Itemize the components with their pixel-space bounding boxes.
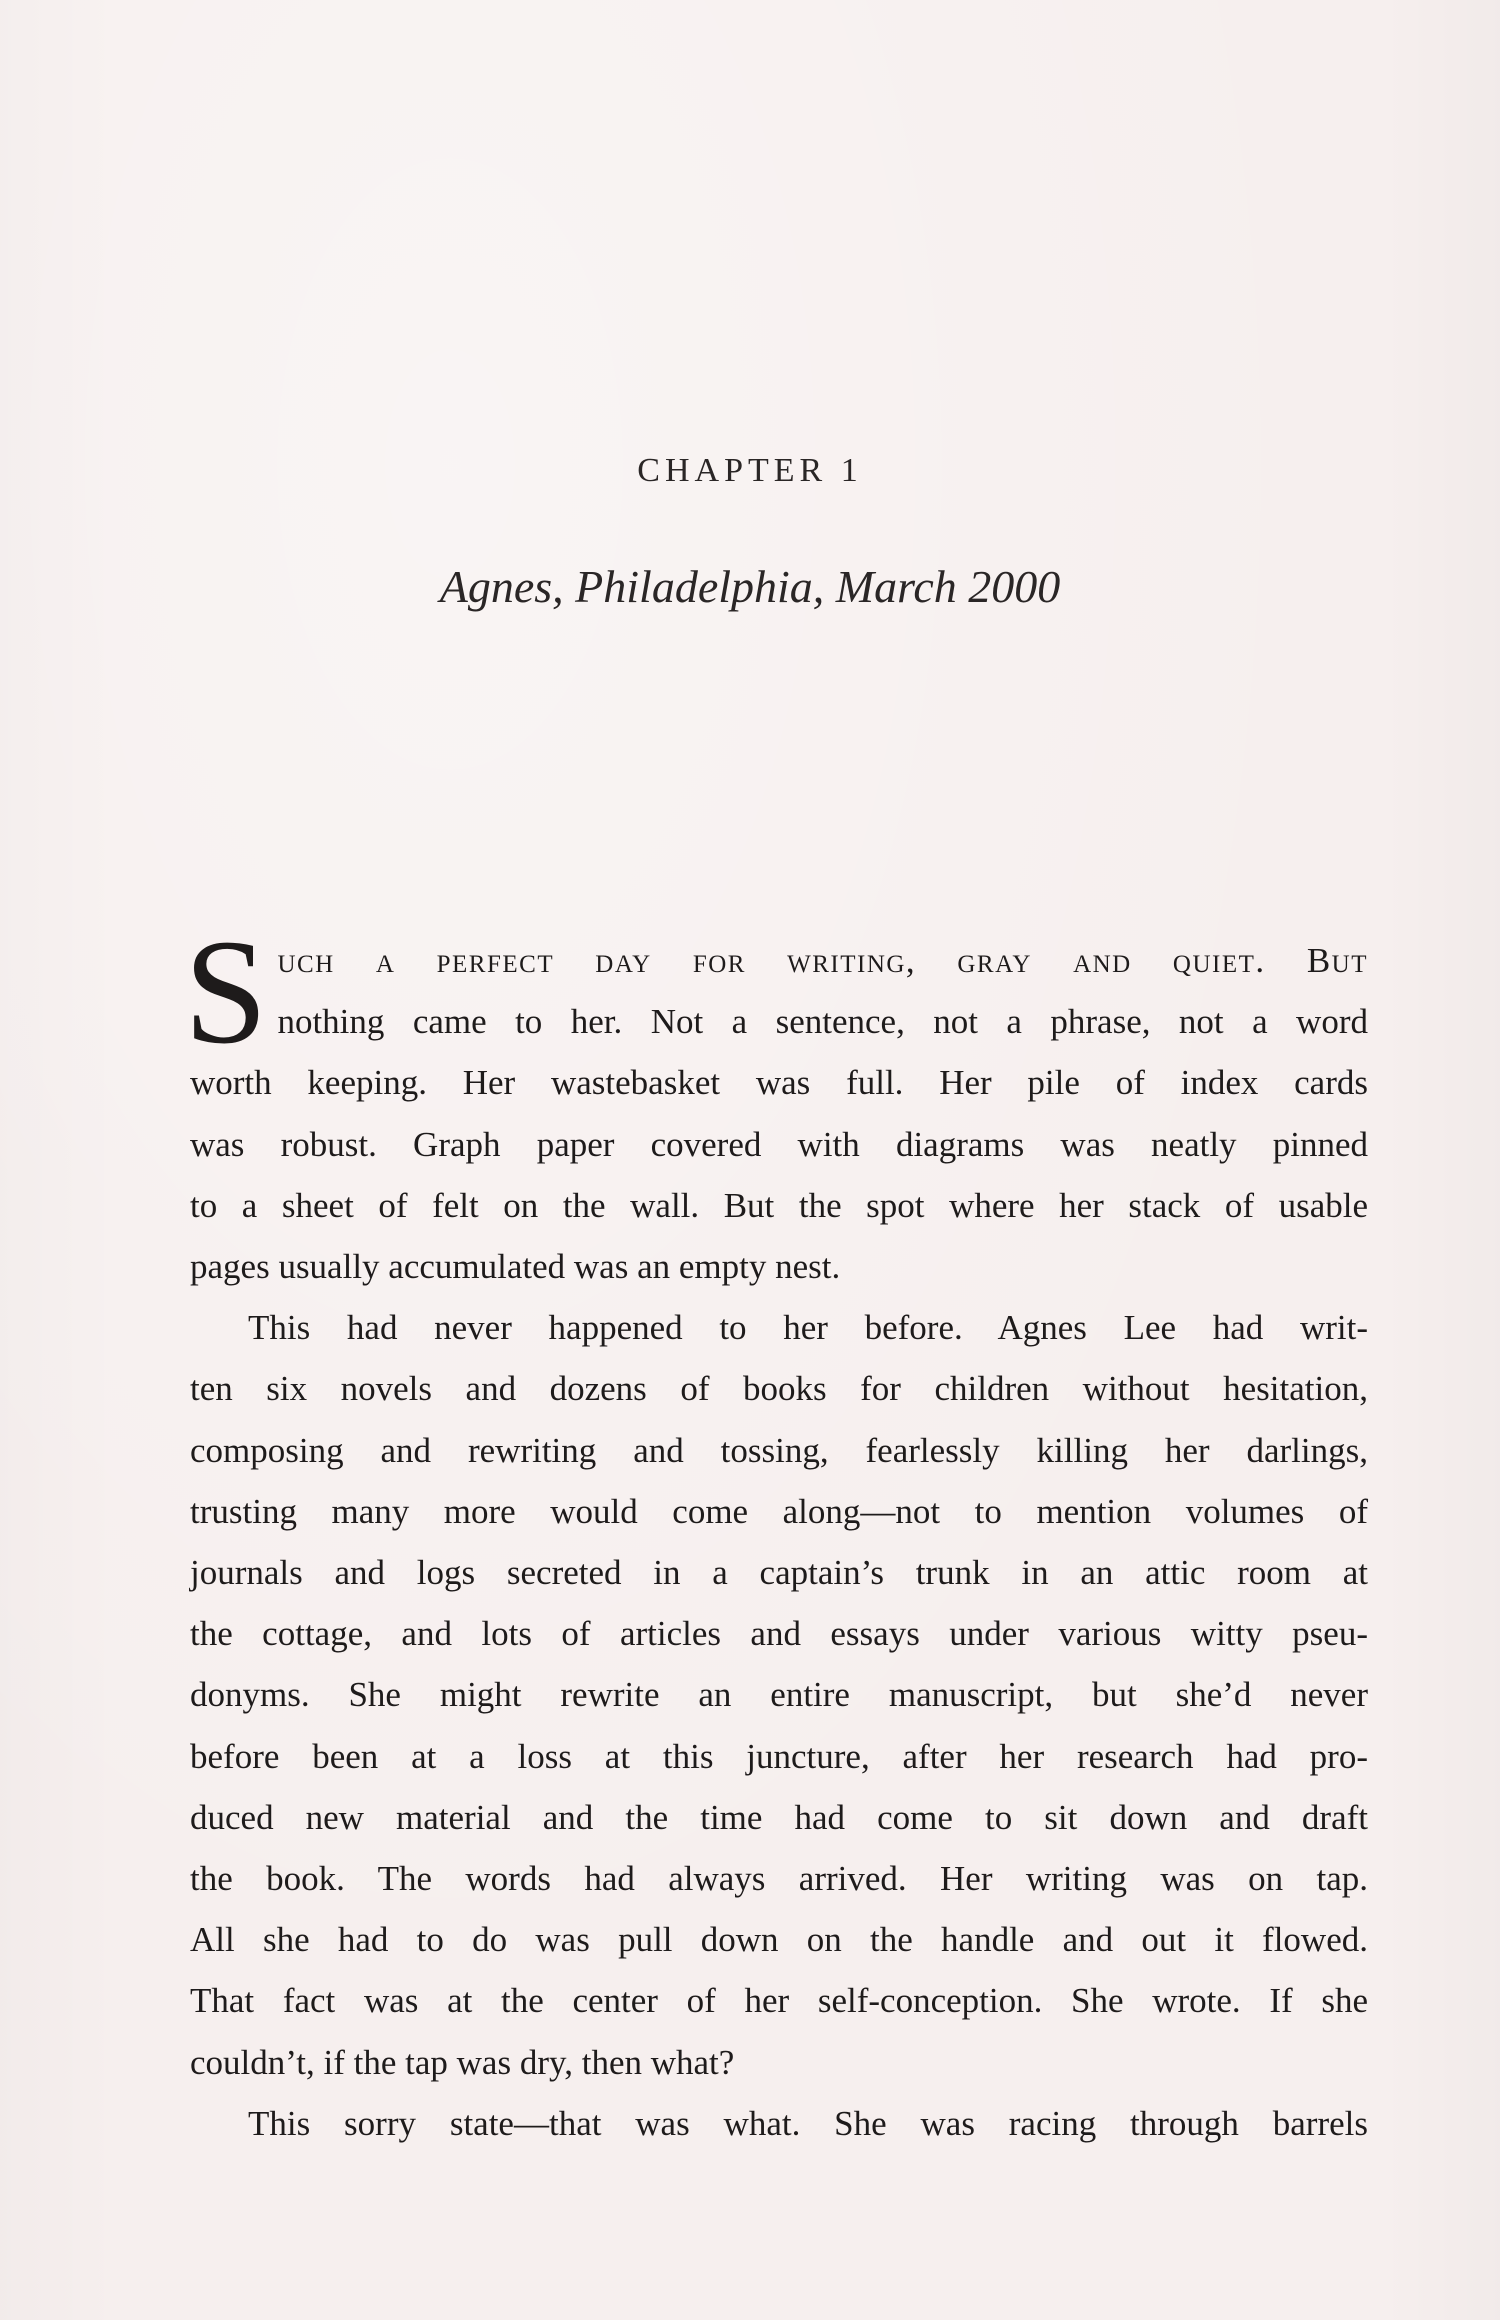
paragraph-3 xyxy=(190,2093,1368,2154)
body-text xyxy=(184,909,1368,2154)
text-line: duced new material and the time had come to sit down and draft xyxy=(190,1797,1368,1837)
text-line: to a sheet of felt on the wall. But the spot where her stack of usable xyxy=(190,1185,1368,1225)
text-line: All she had to do was pull down on the handle and out it flowed. xyxy=(190,1920,1368,1960)
text-line: before been at a loss at this juncture, after her research had pro- xyxy=(190,1736,1368,1776)
text-line: couldn’t, if the tap was dry, then what? xyxy=(190,2042,735,2082)
drop-cap: S xyxy=(184,909,268,1075)
text-line: This sorry state—that was what. She was racing through barrels xyxy=(248,2103,1368,2143)
text-line: pages usually accumulated was an empty nest. xyxy=(190,1247,841,1287)
chapter-label: CHAPTER 1 xyxy=(637,452,863,489)
paragraph-2 xyxy=(190,1297,1368,2093)
text-line: worth keeping. Her wastebasket was full. Her pile of index cards xyxy=(190,1063,1368,1103)
text-line: ten six novels and dozens of books for children without hesitation, xyxy=(190,1369,1368,1409)
text-line: nothing came to her. Not a sentence, not a phrase, not a word xyxy=(277,1002,1368,1042)
text-line: trusting many more would come along—not to mention volumes of xyxy=(190,1491,1368,1531)
text-line: the book. The words had always arrived. Her writing was on tap. xyxy=(190,1859,1368,1899)
text-line: That fact was at the center of her self-conception. She wrote. If she xyxy=(190,1981,1368,2021)
text-line: composing and rewriting and tossing, fearlessly killing her darlings, xyxy=(190,1430,1368,1470)
text-line: uch a perfect day for writing, gray and quiet. But xyxy=(277,941,1368,980)
text-line: was robust. Graph paper covered with diagrams was neatly pinned xyxy=(190,1124,1368,1164)
text-line: This had never happened to her before. Agnes Lee had writ- xyxy=(248,1308,1368,1348)
text-line: the cottage, and lots of articles and essays under various witty pseu- xyxy=(190,1614,1368,1654)
chapter-subtitle: Agnes, Philadelphia, March 2000 xyxy=(439,561,1061,612)
text-line: donyms. She might rewrite an entire manuscript, but she’d never xyxy=(190,1675,1368,1715)
paragraph-1 xyxy=(184,909,1368,1297)
text-line: journals and logs secreted in a captain’s trunk in an attic room at xyxy=(190,1553,1368,1593)
